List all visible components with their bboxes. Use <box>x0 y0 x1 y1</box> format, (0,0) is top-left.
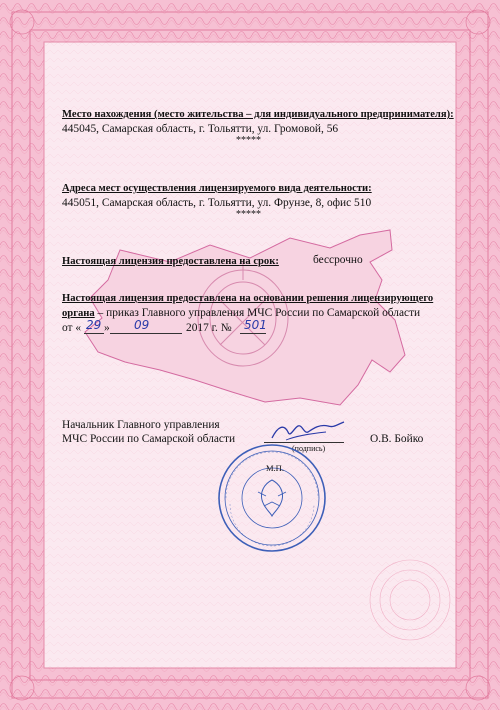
basis-line2 <box>62 306 420 321</box>
basis-close-quote: » <box>104 322 110 334</box>
basis-number: 501 <box>244 318 267 332</box>
basis-label-line1: Настоящая лицензия предоставлена на основании решения лицензирующего <box>62 293 434 304</box>
signatory-title-line2: МЧС России по Самарской области <box>62 433 236 445</box>
number-underline <box>240 333 266 334</box>
basis-month: 09 <box>134 318 150 332</box>
official-stamp <box>216 442 328 554</box>
location-separator: ***** <box>236 135 261 146</box>
day-underline <box>84 333 104 334</box>
term-value: бессрочно <box>313 254 363 266</box>
signatory-title-line1: Начальник Главного управления <box>62 419 220 431</box>
term-label: Настоящая лицензия предоставлена на срок: <box>62 256 279 267</box>
activity-address-separator: ***** <box>236 209 261 220</box>
month-underline <box>110 333 182 334</box>
signature-caption: (подпись) <box>292 444 326 453</box>
activity-address-label: Адреса мест осуществления лицензируемого вида деятельности: <box>62 183 372 194</box>
basis-line2-rest: – приказ Главного управления МЧС России по Самарской области <box>94 307 421 319</box>
activity-address-value: 445051, Самарская область, г. Тольятти, ул. Фрунзе, 8, офис 510 <box>62 197 372 209</box>
location-label: Место нахождения (место жительства – для индивидуального предпринимателя): <box>62 109 454 120</box>
basis-label-line2: органа <box>62 308 95 319</box>
basis-year-text: 2017 г. № <box>186 322 232 334</box>
basis-day: 29 <box>86 318 102 332</box>
signatory-name: О.В. Бойко <box>370 433 424 445</box>
basis-date-prefix: от « <box>62 322 82 334</box>
location-value: 445045, Самарская область, г. Тольятти, ул. Громовой, 56 <box>62 123 339 135</box>
stamp-mark: М.П. <box>266 463 284 473</box>
